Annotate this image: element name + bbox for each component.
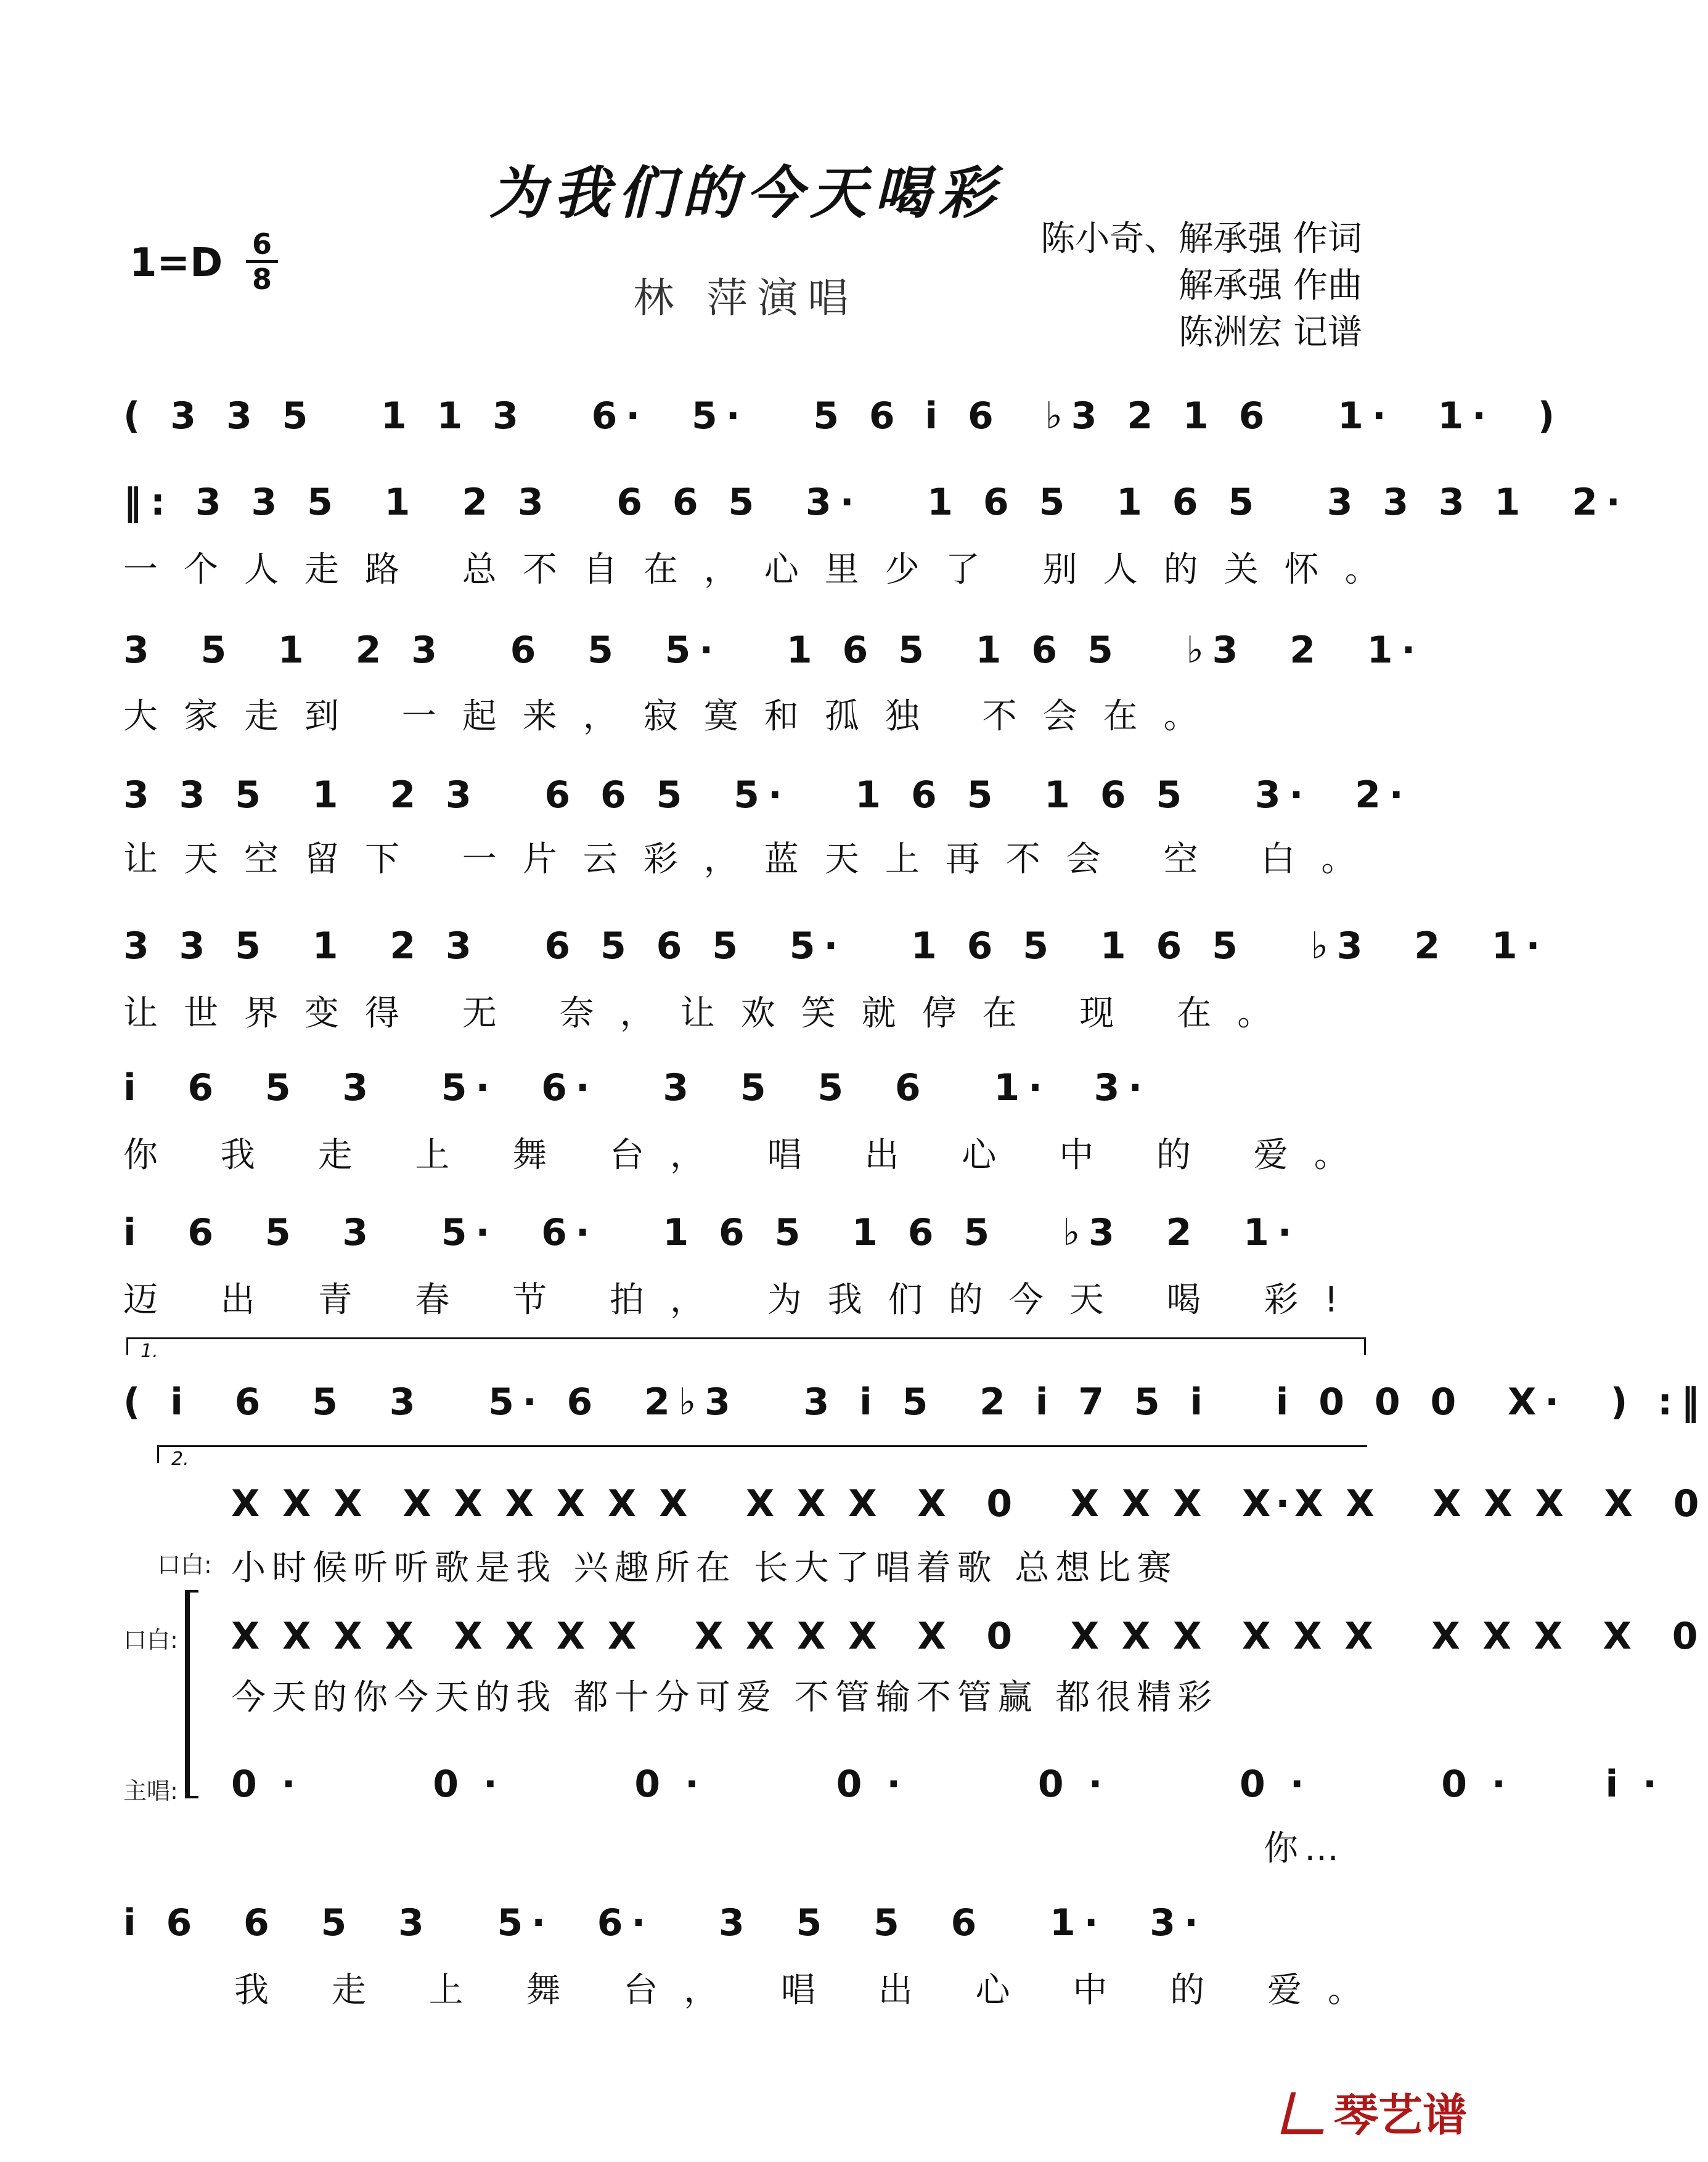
- meter-top: 6: [251, 227, 272, 261]
- staff-row-1: [123, 475, 1629, 549]
- notes: X X X X X X X X X X X X X 0 X X X X X X X X X X 0: [231, 1615, 1703, 1658]
- lyrics-row-11: 我 走 上 舞 台， 唱 出 心 中 的 爱。: [234, 1970, 1389, 2010]
- notes: ‖: 3 3 5 1 2 3 6 6 5 3· 1 6 5 1 6 5 3 3 3 1 2·: [123, 481, 1629, 524]
- performer: 林 萍演唱: [633, 274, 859, 322]
- staff-row-3: [123, 767, 1412, 841]
- lyrics-row-3: 让天空留下 一片云彩，蓝天上再不会 空 白。: [123, 839, 1382, 879]
- spoken-label: 口白:: [157, 1551, 212, 1578]
- spoken-label-2: 口白:: [123, 1626, 178, 1654]
- staff-row-spoken-1: [231, 1476, 1704, 1550]
- volta-bracket-1: [126, 1337, 1366, 1362]
- song-title: 为我们的今天喝彩: [489, 160, 1002, 226]
- lyrics-row-6: 迈 出 青 春 节 拍， 为我们的今天 喝 彩!: [123, 1280, 1364, 1320]
- credit-composer: 解承强 作曲: [1179, 266, 1362, 306]
- notes: i 6 6 5 3 5· 6· 3 5 5 6 1· 3·: [123, 1901, 1207, 1944]
- staff-row-2: [123, 622, 1424, 696]
- notes: ( i 6 5 3 5· 6 2♭3 3 i 5 2 i 7 5 i i 0 0 0 X· ) :‖: [123, 1381, 1708, 1424]
- staff-row-interlude: [123, 1374, 1708, 1448]
- notes: 3 5 1 2 3 6 5 5· 1 6 5 1 6 5 ♭3 2 1·: [123, 629, 1424, 672]
- lyrics-main: 你…: [1264, 1829, 1345, 1869]
- credit-lyricist: 陈小奇、解承强 作词: [1040, 219, 1362, 259]
- lyrics-row-2: 大家走到 一起来，寂寞和孤独 不会在。: [123, 696, 1224, 736]
- notes: i 6 5 3 5· 6· 3 5 5 6 1· 3·: [123, 1066, 1151, 1109]
- volta-number-1: 1.: [141, 1340, 158, 1362]
- notes: X X X X X X X X X X X X X 0 X X X X·X X X X X X 0: [231, 1482, 1704, 1525]
- main-vocal-label: 主唱:: [123, 1777, 178, 1805]
- credit-transcriber: 陈洲宏 记谱: [1179, 312, 1362, 353]
- notes: 3 3 5 1 2 3 6 5 6 5 5· 1 6 5 1 6 5 ♭3 2 1·: [123, 924, 1549, 968]
- lyrics-row-5: 你 我 走 上 舞 台， 唱 出 心 中 的 爱。: [123, 1135, 1375, 1175]
- system-brace: [185, 1590, 198, 1798]
- notes: 3 3 5 1 2 3 6 6 5 5· 1 6 5 1 6 5 3· 2·: [123, 773, 1412, 817]
- notes: i 6 5 3 5· 6· 1 6 5 1 6 5 ♭3 2 1·: [123, 1211, 1301, 1254]
- notes: 0· 0· 0· 0· 0· 0· 0· i·: [231, 1763, 1681, 1806]
- lyrics-row-4: 让世界变得 无 奈，让欢笑就停在 现 在。: [123, 993, 1298, 1034]
- volta-bracket-2: [157, 1445, 1367, 1470]
- logo-icon: [1281, 2092, 1333, 2134]
- volta-number-2: 2.: [171, 1448, 189, 1470]
- lyrics-row-1: 一个人走路 总不自在，心里少了 别人的关怀。: [123, 550, 1405, 590]
- staff-row-11: [123, 1895, 1371, 1969]
- key-signature: 1=D: [129, 240, 223, 286]
- lyrics-spoken-2: 今天的你今天的我 都十分可爱 不管输不管赢 都很精彩: [231, 1678, 1219, 1718]
- staff-row-5: [123, 1060, 1371, 1134]
- site-logo: [1286, 2079, 1467, 2144]
- staff-row-4: [123, 918, 1549, 992]
- meter-bottom: 8: [251, 263, 272, 296]
- staff-row-intro: [123, 388, 1564, 462]
- credits: [1040, 216, 1362, 356]
- staff-row-6: [123, 1205, 1371, 1279]
- lyrics-spoken-1: 小时候听听歌是我 兴趣所在 长大了唱着歌 总想比赛: [231, 1548, 1178, 1588]
- notes: ( 3 3 5 1 1 3 6· 5· 5 6 i 6 ♭3 2 1 6 1· 1· ): [123, 394, 1564, 438]
- staff-row-main: [231, 1756, 1681, 1830]
- logo-text: 琴艺谱: [1333, 2089, 1467, 2141]
